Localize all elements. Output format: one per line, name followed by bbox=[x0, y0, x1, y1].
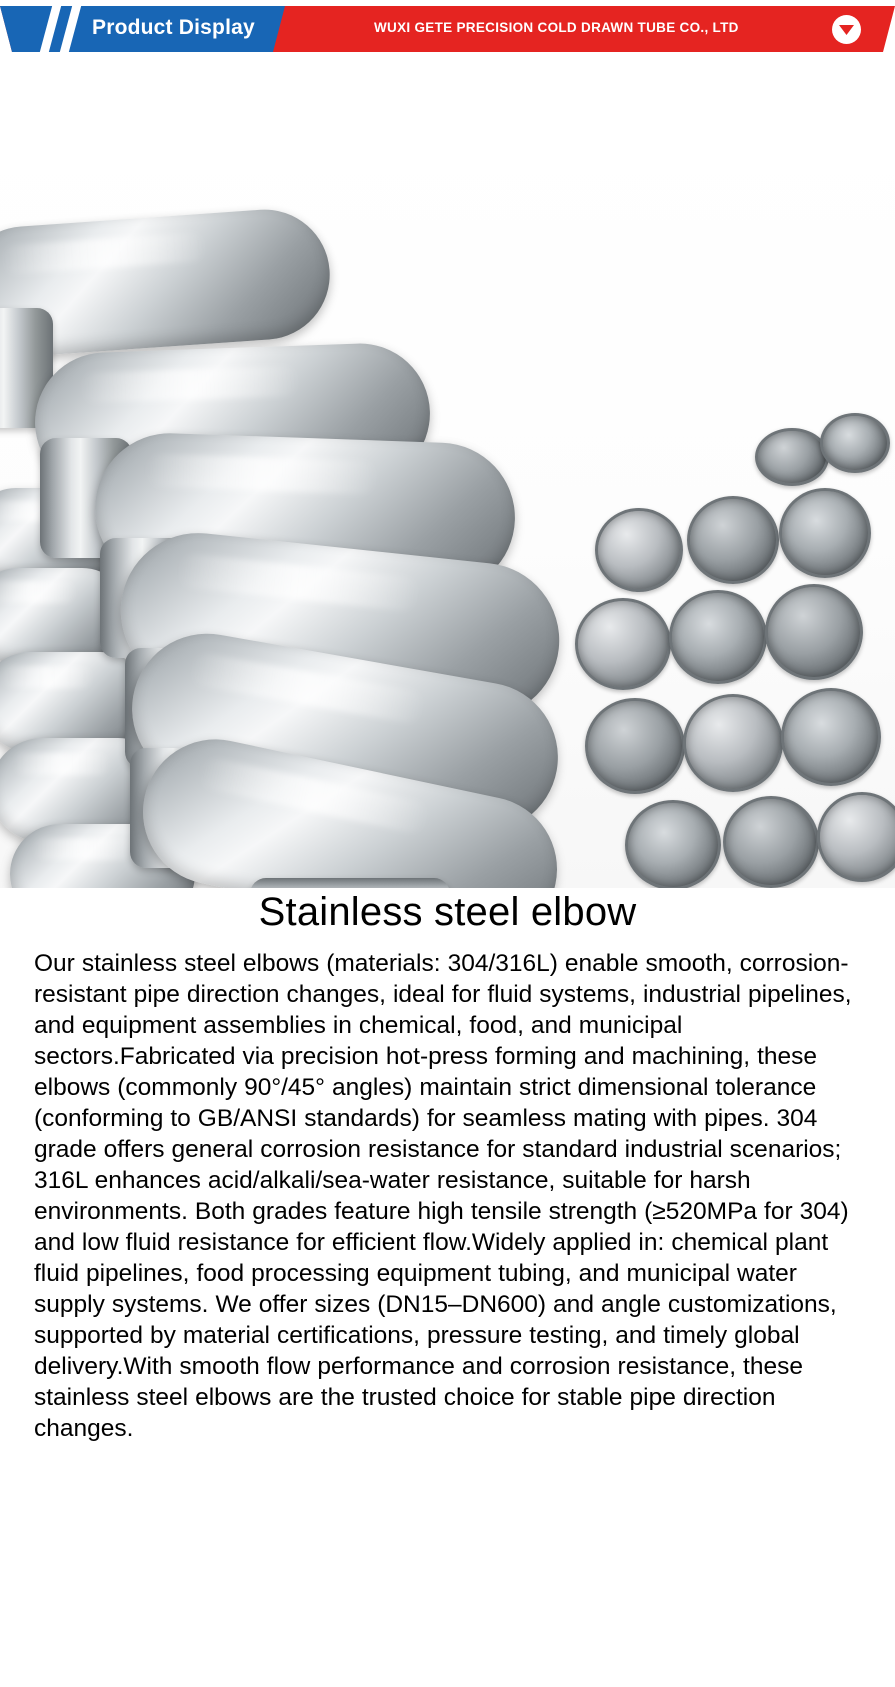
pipe-cap bbox=[669, 590, 767, 684]
pipe-cap bbox=[585, 698, 685, 794]
elbow-leg bbox=[250, 878, 450, 888]
pipe-cap bbox=[820, 413, 890, 473]
product-photo-canvas bbox=[0, 118, 895, 888]
product-description: Our stainless steel elbows (materials: 304/316L) enable smooth, corrosion-resistant pipe direction changes, ideal for fluid systems, industrial pipelines, and equipment assemblies in chemical, food, and municipal sectors.Fabricated via precision hot-press forming and machining, these elbows (commonly 90°/45° angles) maintain strict dimensional tolerance (conforming to GB/ANSI standards) for seamless mating with pipes. 304 grade offers general corrosion resistance for standard industrial scenarios; 316L enhances acid/alkali/sea-water resistance, suitable for harsh environments. Both grades feature high tensile strength (≥520MPa for 304) and low fluid resistance for efficient flow.Widely applied in: chemical plant fluid pipelines, food processing equipment tubing, and municipal water supply systems. We offer sizes (DN15–DN600) and angle customizations, supported by material certifications, pressure testing, and timely global delivery.With smooth flow performance and corrosion resistance, these stainless steel elbows are the trusted choice for stable pipe direction changes. bbox=[34, 950, 852, 1442]
company-name: WUXI GETE PRECISION COLD DRAWN TUBE CO., LTD bbox=[374, 20, 739, 35]
pipe-cap bbox=[683, 694, 783, 792]
pipe-cap bbox=[723, 796, 819, 888]
pipe-cap bbox=[575, 598, 671, 690]
pipe-caps-cluster bbox=[565, 448, 895, 888]
chevron-down-icon bbox=[832, 15, 861, 44]
pipe-cap bbox=[687, 496, 779, 584]
pipe-cap bbox=[595, 508, 683, 592]
pipe-cap bbox=[781, 688, 881, 786]
pipe-cap bbox=[765, 584, 863, 680]
pipe-cap bbox=[755, 428, 829, 486]
page-title: Stainless steel elbow bbox=[258, 890, 637, 934]
product-photo bbox=[0, 58, 895, 888]
pipe-cap bbox=[625, 800, 721, 888]
pipe-cap bbox=[817, 792, 895, 882]
pipe-cap bbox=[779, 488, 871, 578]
section-label: Product Display bbox=[92, 16, 255, 39]
page-header-banner bbox=[0, 0, 895, 58]
